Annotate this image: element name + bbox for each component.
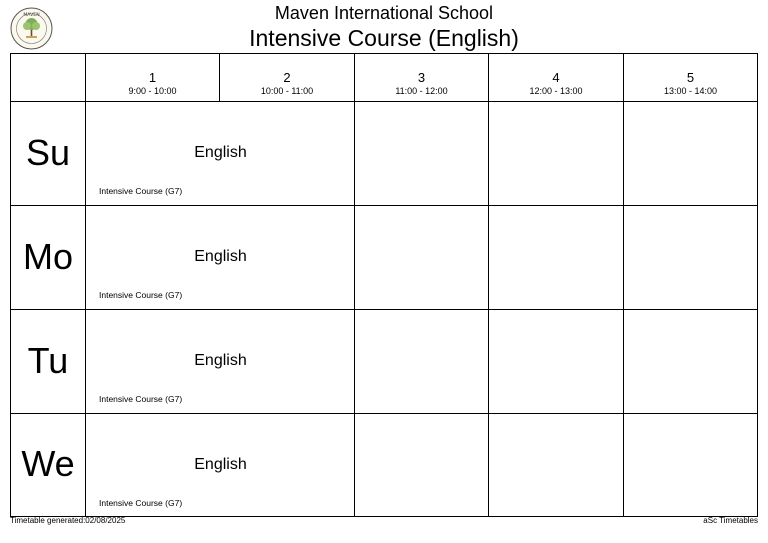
lesson-subject: English — [194, 144, 247, 161]
lesson-cell — [87, 102, 354, 205]
lesson-group: Intensive Course (G7) — [99, 186, 183, 196]
period-time: 10:00 - 11:00 — [260, 86, 314, 96]
period-header-4 — [489, 54, 623, 101]
grid-line — [354, 54, 355, 516]
generated-date: Timetable generated:02/08/2025 — [10, 516, 126, 525]
period-time: 12:00 - 13:00 — [529, 86, 583, 96]
day-label-tu: Tu — [27, 340, 69, 381]
lesson-subject: English — [194, 352, 247, 369]
period-header-2 — [220, 54, 354, 101]
course-title: Intensive Course (English) — [249, 25, 519, 51]
day-label-mo: Mo — [22, 236, 73, 277]
grid-line — [488, 54, 489, 516]
lesson-cell — [87, 310, 354, 413]
period-number: 3 — [417, 70, 426, 85]
timetable-grid — [10, 53, 758, 517]
lesson-subject: English — [194, 456, 247, 473]
school-name: Maven International School — [274, 3, 494, 23]
period-number: 1 — [148, 70, 157, 85]
lesson-group: Intensive Course (G7) — [99, 394, 183, 404]
period-number: 4 — [552, 70, 560, 85]
period-number: 5 — [686, 70, 695, 85]
period-header-3 — [355, 54, 488, 101]
day-label-we: We — [21, 443, 75, 484]
lesson-cell — [87, 414, 354, 516]
period-header-1 — [86, 54, 219, 101]
lesson-cell — [87, 206, 354, 309]
logo-text: MAVEN — [23, 13, 40, 19]
grid-line — [85, 54, 86, 516]
day-label-su: Su — [25, 132, 71, 173]
lesson-group: Intensive Course (G7) — [99, 498, 183, 508]
lesson-group: Intensive Course (G7) — [99, 290, 183, 300]
period-time: 11:00 - 12:00 — [395, 86, 448, 96]
period-time: 9:00 - 10:00 — [128, 86, 177, 96]
footer-brand: aSc Timetables — [703, 516, 758, 525]
period-number: 2 — [283, 70, 291, 85]
grid-line — [623, 54, 624, 516]
period-header-5 — [624, 54, 757, 101]
period-time: 13:00 - 14:00 — [663, 86, 718, 96]
lesson-subject: English — [194, 248, 247, 265]
